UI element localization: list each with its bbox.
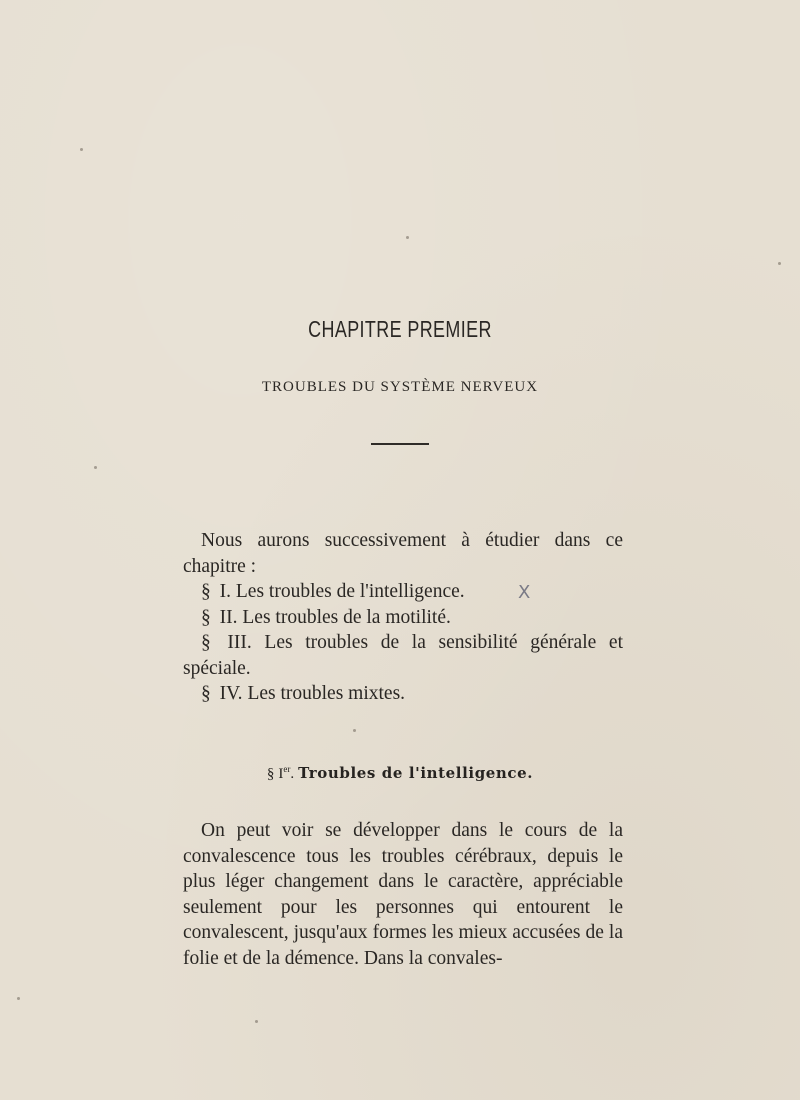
paper-speck — [94, 466, 97, 469]
subsection-heading: § Ier. Troubles de l'intelligence. — [266, 764, 534, 782]
paper-speck — [778, 262, 781, 265]
section-sign: § — [201, 606, 211, 628]
section-sign: § — [201, 632, 211, 653]
contents-item-label: Les troubles de la motilité. — [242, 606, 451, 628]
contents-item-number: I. — [219, 581, 231, 602]
contents-item-number: III. — [227, 632, 252, 653]
paper-speck — [353, 729, 356, 732]
paper-speck — [80, 148, 83, 151]
paper-speck — [17, 997, 20, 1000]
contents-item-4 — [183, 681, 623, 707]
contents-item-label: Les troubles de la sensibilité générale et spéciale. — [183, 632, 623, 679]
contents-item-number: IV. — [219, 683, 243, 704]
chapter-title: CHAPITRE PREMIER — [308, 316, 492, 342]
contents-item-label: Les troubles mixtes. — [247, 683, 406, 704]
pencil-annotation: X — [518, 582, 531, 603]
section-title: TROUBLES DU SYSTÈME NERVEUX — [261, 379, 539, 395]
contents-item-2 — [183, 605, 623, 631]
paper-speck — [255, 1020, 258, 1023]
contents-item-number: II. — [219, 606, 238, 628]
subsection-superscript: er — [283, 764, 291, 774]
title-divider — [371, 443, 429, 445]
section-sign: § — [201, 683, 211, 704]
contents-item-3 — [183, 630, 623, 681]
subsection-sign: § — [266, 766, 275, 782]
contents-item-label: Les troubles de l'intelligence. — [235, 581, 465, 602]
subsection-title: Troubles de l'intelligence. — [298, 764, 534, 782]
paper-speck — [406, 236, 409, 239]
subsection-number: I — [278, 766, 284, 782]
contents-list — [183, 579, 623, 707]
contents-item-1 — [183, 579, 623, 605]
body-paragraph: On peut voir se développer dans le cours de la convalescence tous les troubles cérébraux, depuis le plus léger changement dans le caractère, appréciable seulement pour les personnes qui entourent le convalescent, jusqu'aux formes les mieux accusées de la folie et de la démence. Dans la convales- — [183, 820, 623, 969]
section-sign: § — [201, 581, 211, 602]
intro-paragraph: Nous aurons successivement à étudier dans ce chapitre : — [183, 530, 623, 577]
